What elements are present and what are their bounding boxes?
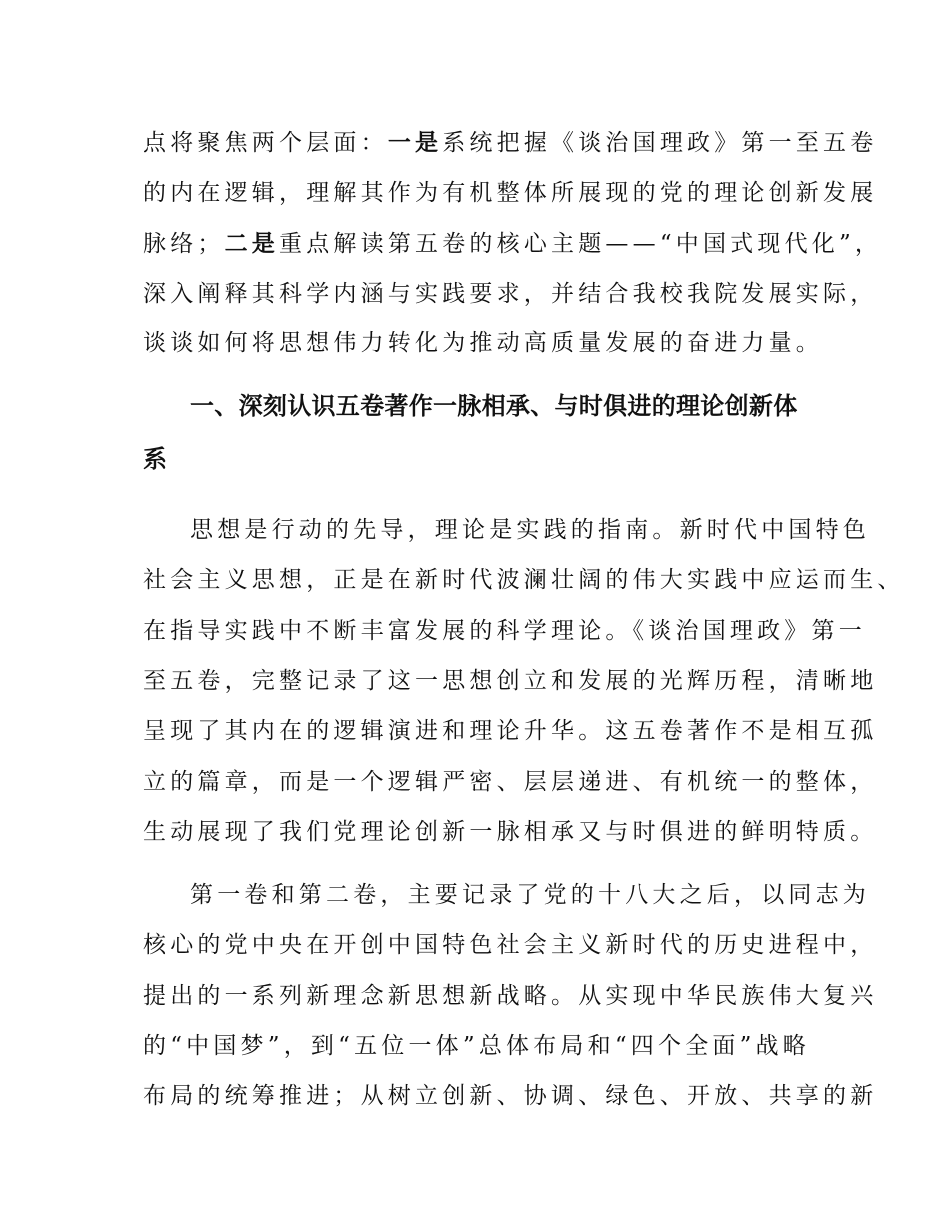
intro-line-5 [143, 325, 823, 361]
para2-line-1: 思想是行动的先导，理论是实践的指南。新时代中国特色 [190, 517, 870, 543]
intro-line-4-text: 深入阐释其科学内涵与实践要求，并结合我校我院发展实际， [143, 281, 878, 307]
para3-line-4: 的“中国梦”，到“五位一体”总体布局和“四个全面”战略 [143, 1033, 810, 1059]
intro-line-1-post: 系统把握《谈治国理政》第一至五卷 [442, 130, 878, 156]
intro-line-1 [143, 125, 878, 161]
para2-line-2: 社会主义思想，正是在新时代波澜壮阔的伟大实践中应运而生、 [143, 567, 905, 593]
para3-line-1: 第一卷和第二卷，主要记录了党的十八大之后，以同志为 [190, 882, 870, 908]
intro-line-5-text: 谈谈如何将思想伟力转化为推动高质量发展的奋进力量。 [143, 330, 823, 356]
para3-line-2: 核心的党中央在开创中国特色社会主义新时代的历史进程中， [143, 932, 878, 958]
para2-line-6: 立的篇章，而是一个逻辑严密、层层递进、有机统一的整体， [143, 769, 878, 795]
emphasis-first-point: 一是 [387, 130, 443, 156]
intro-line-3 [143, 226, 883, 262]
para2-line-3: 在指导实践中不断丰富发展的科学理论。《谈治国理政》第一 [143, 618, 866, 644]
section-heading-line-1: 一、深刻认识五卷著作一脉相承、与时俱进的理论创新体 [190, 392, 798, 420]
intro-line-2 [143, 175, 878, 211]
para3-line-5: 布局的统筹推进；从树立创新、协调、绿色、开放、共享的新 [143, 1083, 878, 1109]
intro-line-3-post: 重点解读第五卷的核心主题——“中国式现代化”， [279, 231, 883, 257]
para2-line-4: 至五卷，完整记录了这一思想创立和发展的光辉历程，清晰地 [143, 668, 878, 694]
para2-line-7: 生动展现了我们党理论创新一脉相承又与时俱进的鲜明特质。 [143, 819, 878, 845]
para3-line-3: 提出的一系列新理念新思想新战略。从实现中华民族伟大复兴 [143, 983, 878, 1009]
intro-line-1-pre: 点将聚焦两个层面： [143, 130, 388, 156]
section-heading-line-2: 系 [143, 445, 168, 473]
intro-line-4 [143, 276, 878, 312]
para2-line-5: 呈现了其内在的逻辑演进和理论升华。这五卷著作不是相互孤 [143, 718, 878, 744]
emphasis-second-point: 二是 [224, 231, 280, 257]
intro-line-3-pre: 脉络； [143, 231, 225, 257]
intro-line-2-text: 的内在逻辑，理解其作为有机整体所展现的党的理论创新发展 [143, 180, 878, 206]
